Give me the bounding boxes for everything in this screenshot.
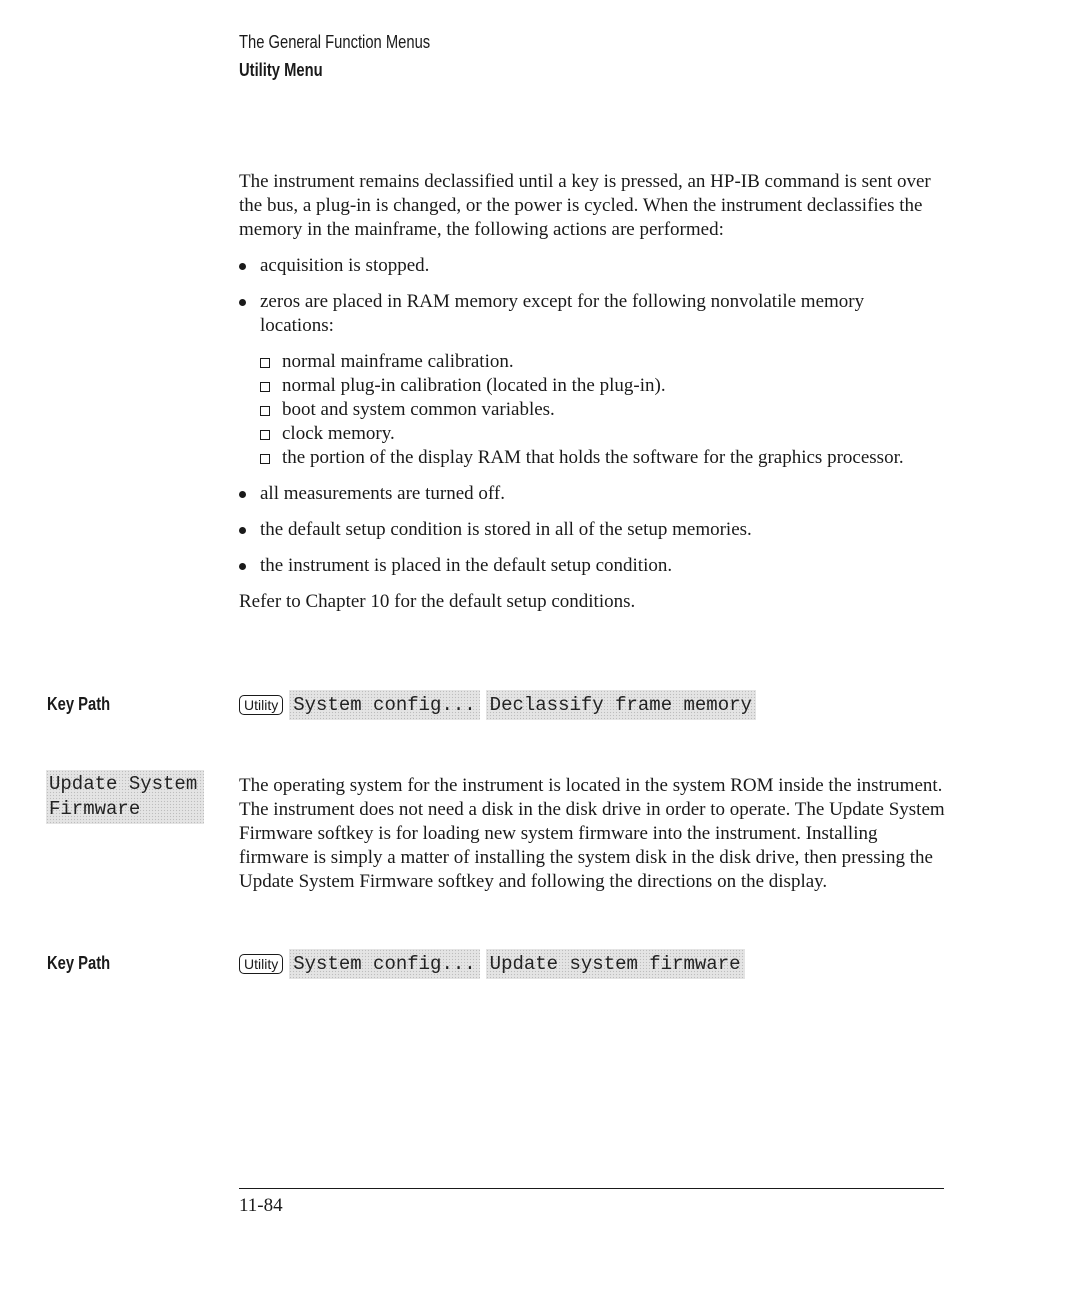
action-text: the instrument is placed in the default setup condition. bbox=[260, 555, 673, 576]
declassify-body bbox=[239, 170, 951, 614]
key-path-label: Key Path bbox=[47, 953, 111, 973]
bullet-icon bbox=[239, 299, 246, 306]
bullet-icon bbox=[239, 527, 246, 534]
location-text: boot and system common variables. bbox=[282, 399, 555, 420]
key-path-declassify bbox=[239, 690, 756, 720]
checkbox-bullet-icon bbox=[260, 358, 270, 368]
chapter-title: The General Function Menus bbox=[239, 32, 431, 52]
refer-text: Refer to Chapter 10 for the default setup conditions. bbox=[239, 591, 636, 612]
list-item bbox=[239, 254, 951, 278]
utility-hardkey[interactable]: Utility bbox=[239, 695, 283, 715]
list-item bbox=[260, 350, 951, 374]
location-text: clock memory. bbox=[282, 423, 395, 444]
list-item bbox=[260, 398, 951, 422]
nonvolatile-list bbox=[260, 350, 951, 470]
bullet-icon bbox=[239, 491, 246, 498]
footer-rule bbox=[239, 1188, 944, 1189]
checkbox-bullet-icon bbox=[260, 454, 270, 464]
update-firmware-description: The operating system for the instrument is located in the system ROM inside the instrument. The instrument does not need a disk in the disk drive in order to operate. The Update System Firmware softkey is for loading new system firmware into the instrument. Installing firmware is simply a matter of installing the system disk in the disk drive, then pressing the Update System Firmware softkey and following the directions on the display. bbox=[239, 775, 945, 892]
location-text: normal mainframe calibration. bbox=[282, 351, 514, 372]
list-item bbox=[239, 518, 951, 542]
action-text: zeros are placed in RAM memory except for the following nonvolatile memory locations: bbox=[260, 291, 865, 336]
utility-hardkey[interactable]: Utility bbox=[239, 954, 283, 974]
declassify-frame-memory-softkey[interactable]: Declassify frame memory bbox=[486, 690, 756, 720]
section-title: Utility Menu bbox=[239, 60, 323, 80]
action-text: all measurements are turned off. bbox=[260, 483, 505, 504]
checkbox-bullet-icon bbox=[260, 406, 270, 416]
page-number: 11-84 bbox=[239, 1195, 283, 1216]
list-item bbox=[260, 446, 951, 470]
system-config-softkey[interactable]: System config... bbox=[289, 949, 479, 979]
action-text: the default setup condition is stored in all of the setup memories. bbox=[260, 519, 752, 540]
location-text: normal plug-in calibration (located in the plug-in). bbox=[282, 375, 666, 396]
list-item bbox=[260, 422, 951, 446]
key-path-label: Key Path bbox=[47, 694, 111, 714]
list-item bbox=[260, 374, 951, 398]
checkbox-bullet-icon bbox=[260, 382, 270, 392]
list-item bbox=[239, 554, 951, 578]
list-item bbox=[239, 482, 951, 506]
bullet-icon bbox=[239, 263, 246, 270]
update-system-firmware-softkey[interactable]: Update system firmware bbox=[486, 949, 745, 979]
bullet-icon bbox=[239, 563, 246, 570]
softkey-line: Firmware bbox=[49, 798, 141, 820]
action-text: acquisition is stopped. bbox=[260, 255, 430, 276]
update-system-firmware-softkey[interactable] bbox=[46, 770, 204, 824]
checkbox-bullet-icon bbox=[260, 430, 270, 440]
softkey-line: Update System bbox=[49, 773, 198, 795]
list-item bbox=[239, 290, 951, 338]
intro-paragraph: The instrument remains declassified until a key is pressed, an HP-IB command is sent over the bus, a plug-in is changed, or the power is cycled. When the instrument declassifies the memory in the mainframe, the following actions are performed: bbox=[239, 171, 931, 240]
location-text: the portion of the display RAM that holds the software for the graphics processor. bbox=[282, 447, 904, 468]
key-path-update-firmware bbox=[239, 949, 745, 979]
system-config-softkey[interactable]: System config... bbox=[289, 690, 479, 720]
